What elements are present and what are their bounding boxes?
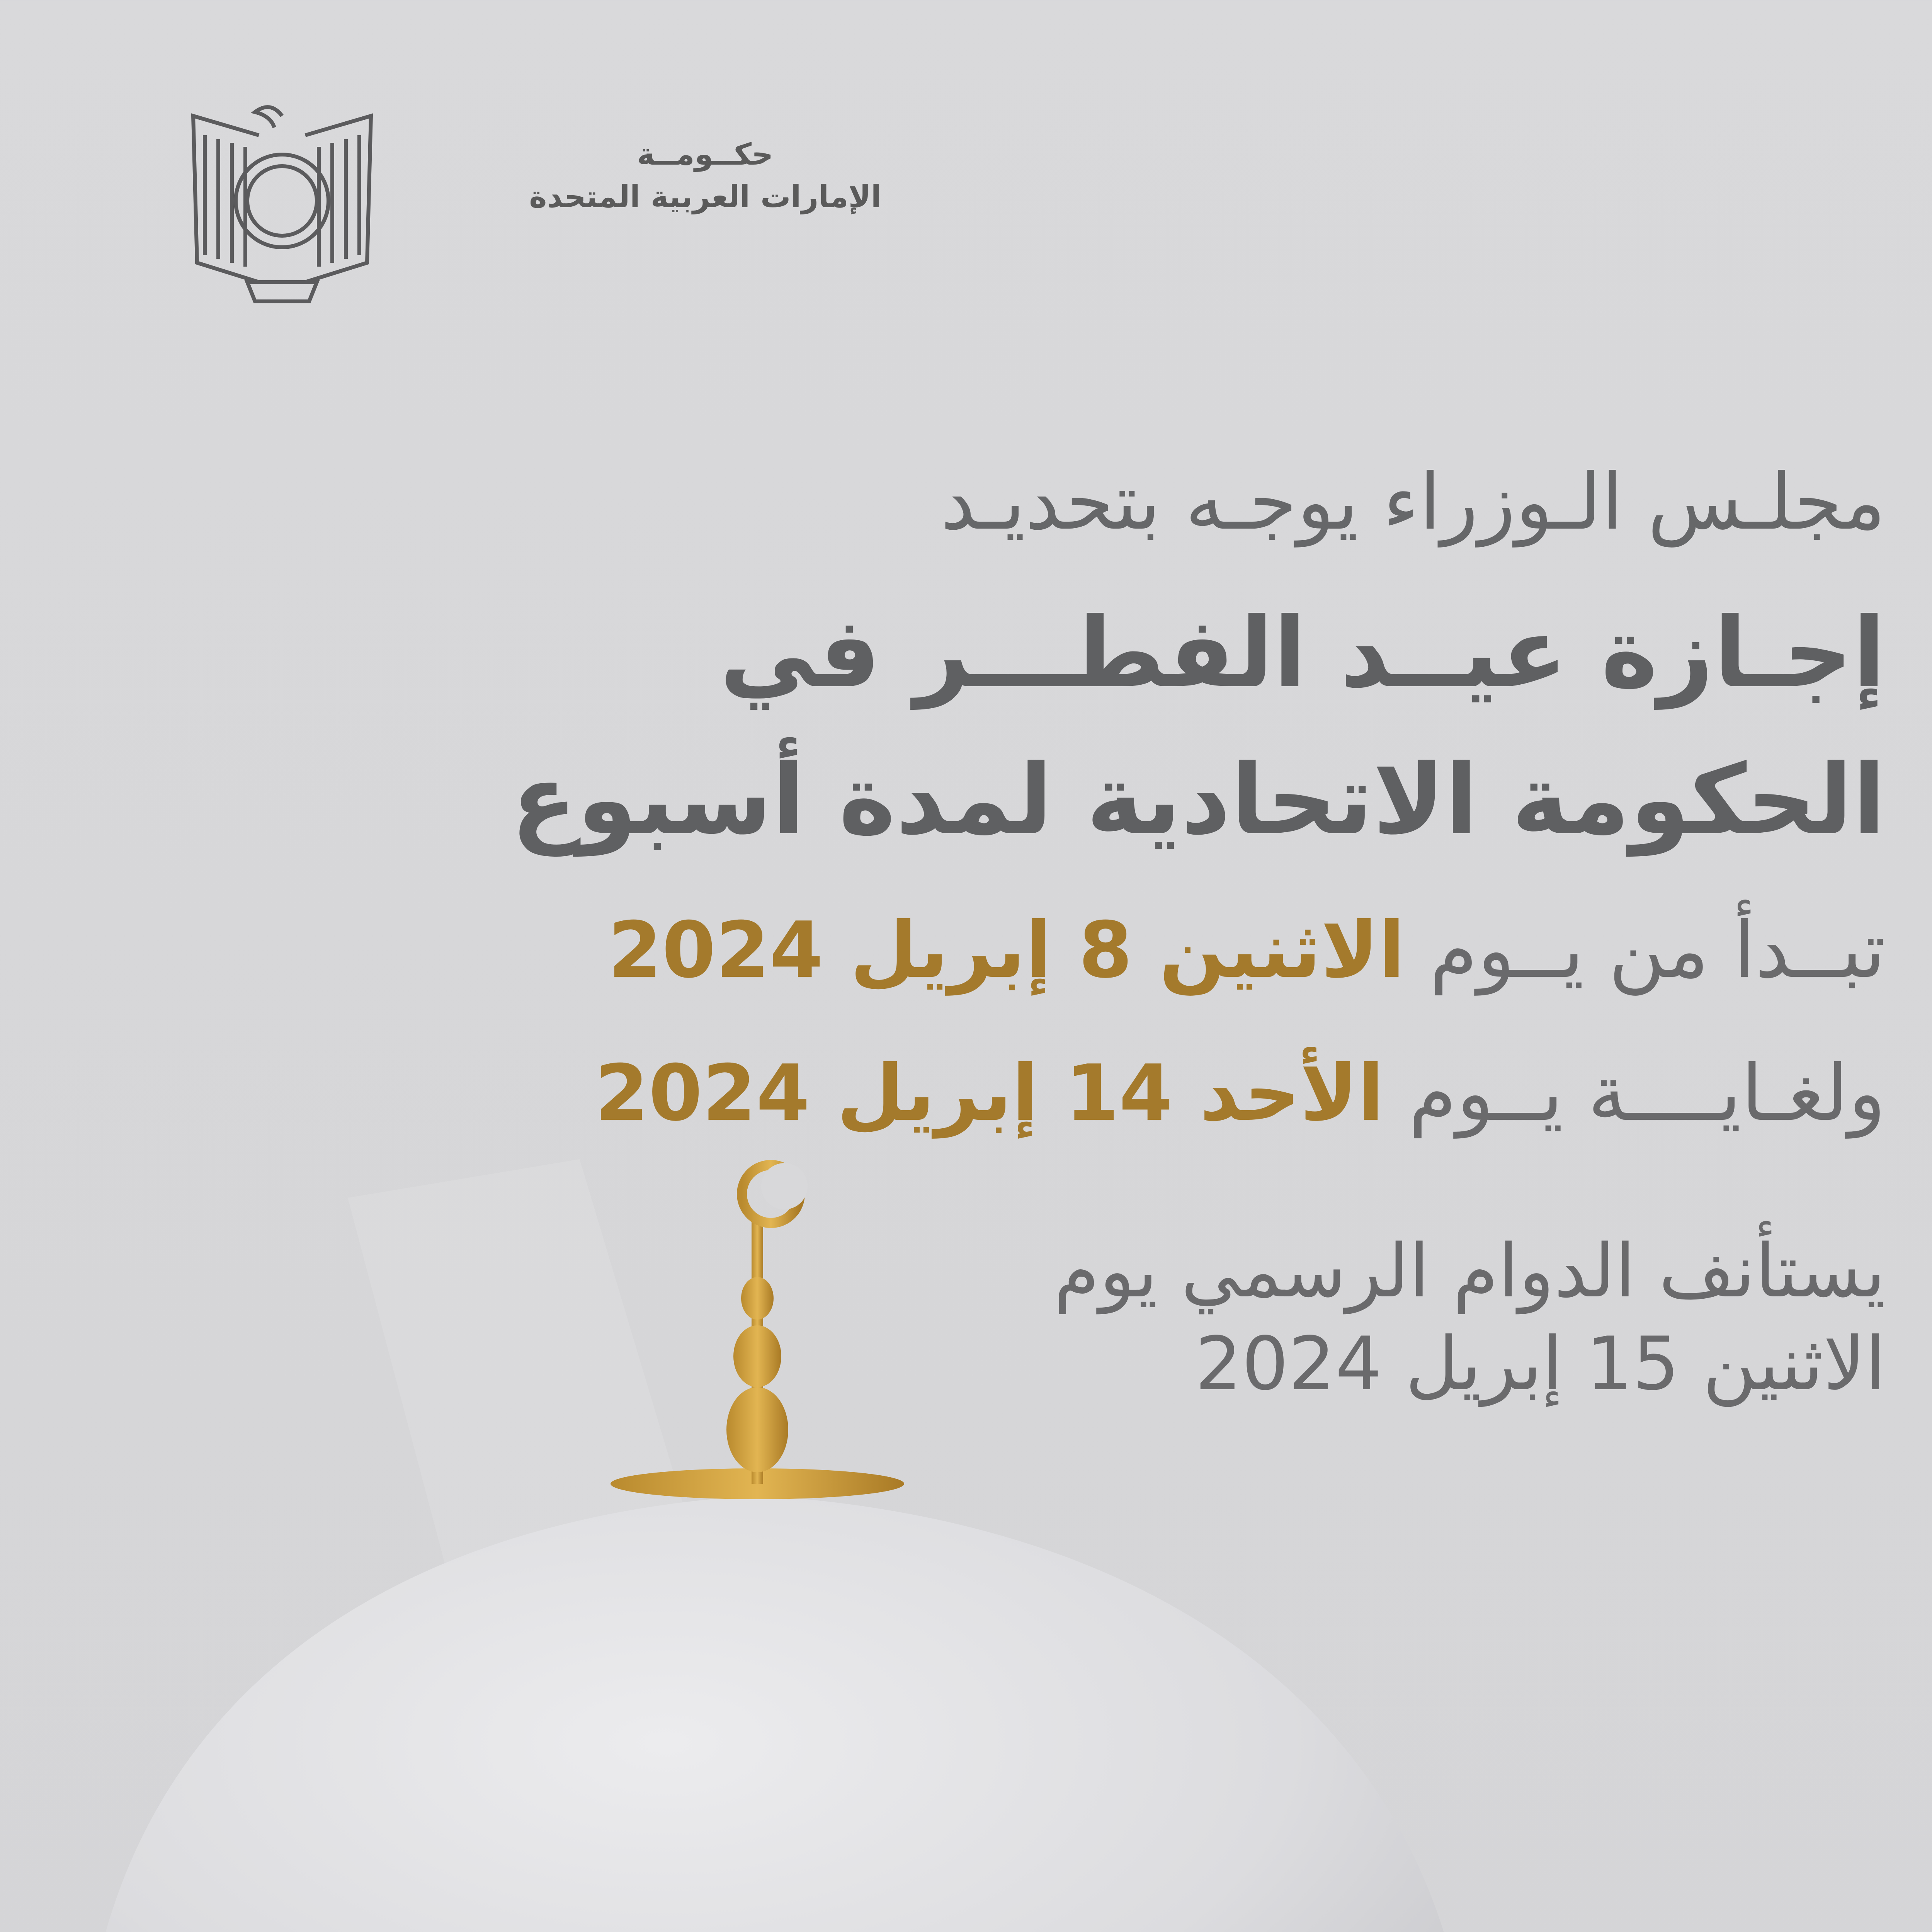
gov-line-1: حكــومــة [637, 137, 774, 172]
government-name [425, 133, 985, 218]
start-date-line [232, 893, 1886, 1009]
resume-line-2: الاثنين 15 إبريل 2024 [1195, 1321, 1886, 1406]
end-date-prefix: ولغـايــــة يــوم [1408, 1048, 1886, 1138]
headline-line-1: مجلـس الـوزراء يوجـه بتحديـد [940, 457, 1886, 547]
headline-line-3: الحكومة الاتحادية لمدة أسبوع [511, 743, 1886, 856]
headline-line-2: إجـازة عيــد الفطـــر في [719, 597, 1886, 709]
resume-line-1: يستأنف الدوام الرسمي يوم [1054, 1228, 1886, 1314]
uae-falcon-emblem-icon [182, 100, 383, 309]
resume-notice [232, 1225, 1886, 1410]
start-date-value: الاثنين 8 إبريل 2024 [608, 905, 1405, 995]
headline-main [232, 580, 1886, 873]
end-date-line [232, 1036, 1886, 1151]
start-date-prefix: تبــدأ من يــوم [1429, 905, 1886, 995]
gov-line-2: الإمارات العربية المتحدة [529, 180, 881, 214]
end-date-value: الأحد 14 إبريل 2024 [595, 1048, 1384, 1138]
